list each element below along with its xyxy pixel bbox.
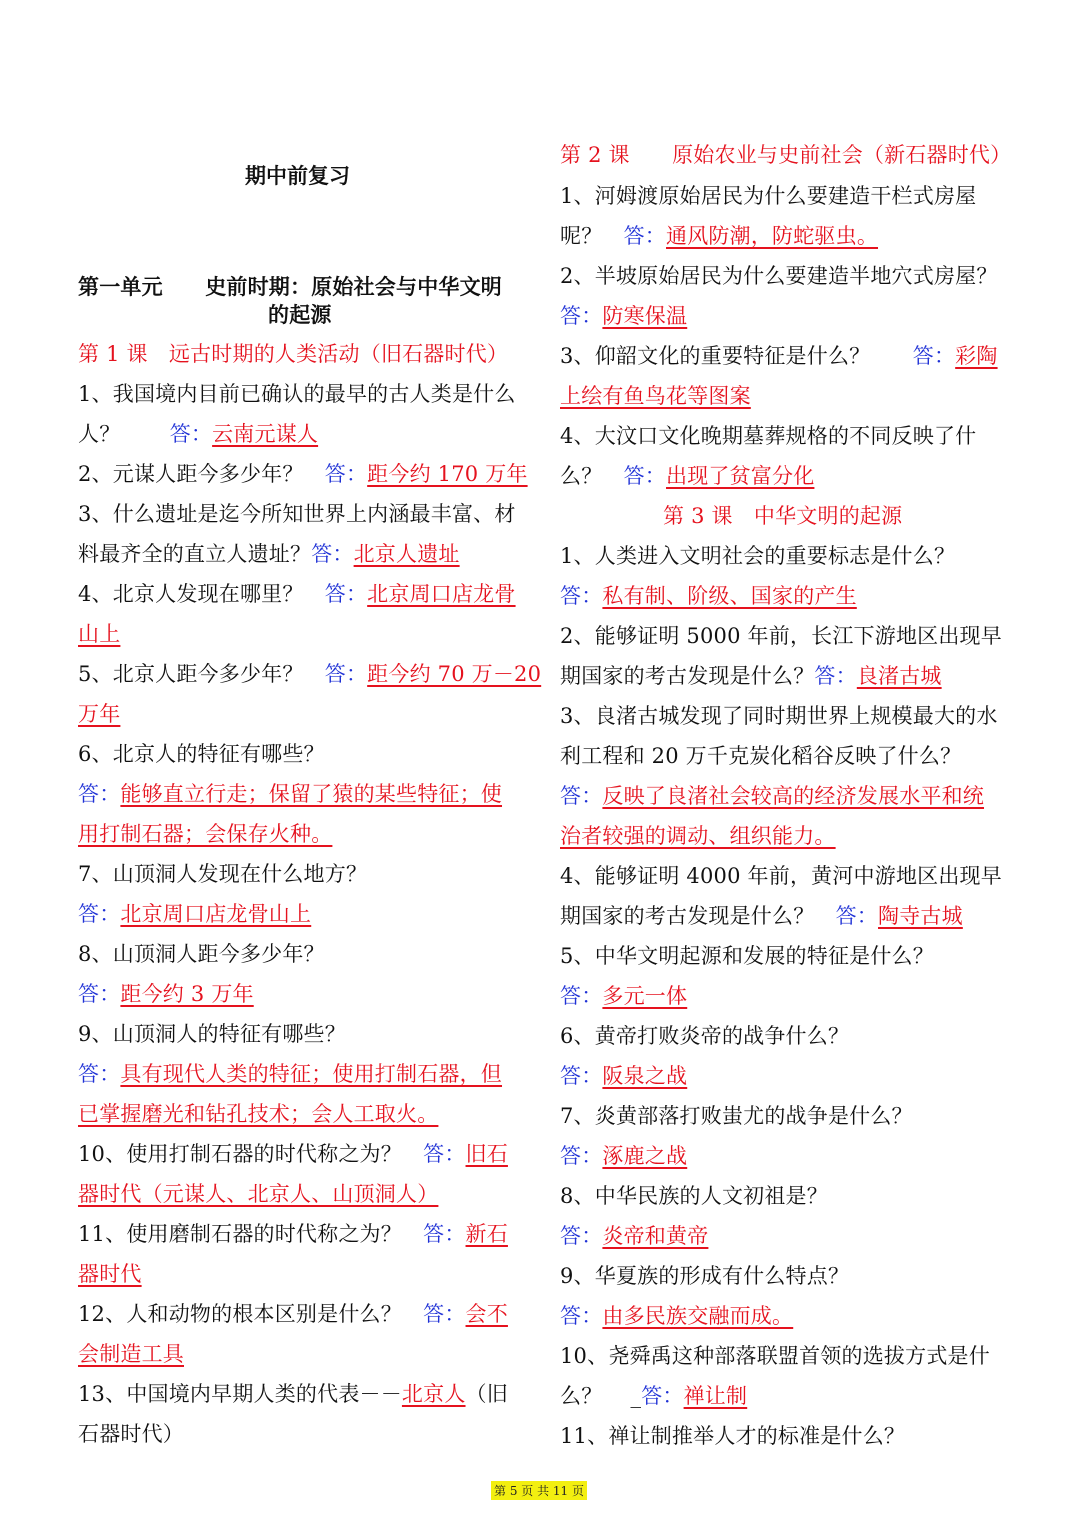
answer-text: 由多民族交融而成。 [602,1304,794,1328]
answer-text: 治者较强的调动、组织能力。 [560,824,836,848]
question-text: 1、河姆渡原始居民为什么要建造干栏式房屋 [560,184,977,208]
text-line [560,1262,849,1290]
question-text: 料最齐全的直立人遗址？ [78,542,312,566]
text-line [78,1100,438,1128]
text-line [560,982,687,1010]
answer-label: 答： [78,902,121,926]
answer-text: 用打制石器；会保存火种。 [78,822,333,846]
text-line [78,273,502,301]
text-line [560,862,1002,890]
answer-label: 答： [423,1222,466,1246]
answer-text: 出现了贫富分化 [666,464,815,488]
text-line [78,340,508,368]
text-line [560,542,955,570]
text-line [78,620,120,648]
question-text: 13、中国境内早期人类的代表－－ [78,1382,402,1406]
answer-text: 距今约 170 万年 [367,462,528,486]
text-line [78,540,460,568]
text-line [560,182,976,210]
question-text: 3、良渚古城发现了同时期世界上规模最大的水 [560,704,998,728]
question-text: 么？ [560,464,624,488]
question-text: 4、北京人发现在哪里？ [78,582,325,606]
text-line [78,1140,508,1168]
question-text: 6、北京人的特征有哪些？ [78,742,325,766]
text-line [560,302,687,330]
text-line [78,900,311,928]
text-line [78,500,516,528]
text-line [560,262,998,290]
question-text: 么？ _ [560,1384,642,1408]
answer-text: 禅让制 [683,1384,748,1408]
question-text: 7、山顶洞人发现在什么地方？ [78,862,368,886]
text-line [560,942,934,970]
question-text: 1、人类进入文明社会的重要标志是什么？ [560,544,956,568]
text-line [78,1220,508,1248]
answer-text: 上绘有鱼鸟花等图案 [560,384,751,408]
text-line [560,1302,793,1330]
text-line [78,420,318,448]
answer-text: 阪泉之战 [602,1064,688,1088]
question-text: 2、能够证明 5000 年前，长江下游地区出现早 [560,624,1002,648]
text-line [560,382,751,410]
answer-label: 答： [78,1062,121,1086]
question-text: 8、中华民族的人文初祖是？ [560,1184,828,1208]
answer-text: 器时代 [78,1262,142,1286]
question-text: 5、中华文明起源和发展的特征是什么？ [560,944,934,968]
answer-label: 答： [311,542,354,566]
answer-label: 答： [641,1384,684,1408]
answer-label: 答： [169,422,213,446]
question-text: 10、使用打制石器的时代称之为？ [78,1142,424,1166]
answer-text: 万年 [78,702,121,726]
question-text: 利工程和 20 万千克炭化稻谷反映了什么？ [560,744,962,768]
answer-label: 答： [324,662,368,686]
answer-label: 答： [324,582,368,606]
answer-label: 答： [78,982,121,1006]
text-line [560,662,942,690]
question-text: 7、炎黄部落打败蚩尤的战争是什么？ [560,1104,913,1128]
question-text: 石器时代） [78,1422,184,1446]
text-line [78,660,541,688]
answer-label: 答： [912,344,956,368]
text-line [78,740,325,768]
answer-text: 私有制、阶级、国家的产生 [602,584,857,608]
answer-label: 答： [560,584,603,608]
answer-label: 答： [560,984,603,1008]
answer-text: 能够直立行走；保留了猿的某些特征；使 [120,782,503,806]
lesson-heading: 第 2 课 原始农业与史前社会（新石器时代） [560,143,1012,167]
question-text: 9、山顶洞人的特征有哪些？ [78,1022,346,1046]
text-line [560,1142,687,1170]
text-line [560,1182,828,1210]
question-text: （旧 [465,1382,508,1406]
answer-text: 北京人遗址 [353,542,460,566]
question-text: 8、山顶洞人距今多少年？ [78,942,325,966]
answer-label: 答： [560,1304,603,1328]
lesson-heading: 第 3 课 中华文明的起源 [663,504,903,528]
page-title: 期中前复习 [245,163,350,188]
question-text: 10、尧舜禹这种部落联盟首领的选拔方式是什 [560,1344,990,1368]
question-text: 期国家的考古发现是什么？ [560,664,815,688]
text-line [560,1422,905,1450]
text-line [560,462,814,490]
text-line [78,1340,184,1368]
text-line [78,1060,502,1088]
answer-text: 距今约 3 万年 [120,982,254,1006]
answer-text: 北京周口店龙骨山上 [120,902,312,926]
text-line [78,1020,346,1048]
text-line [78,980,254,1008]
text-line [78,580,516,608]
question-text: 4、能够证明 4000 年前，黄河中游地区出现早 [560,864,1002,888]
text-line [560,1102,913,1130]
answer-text: 北京人 [401,1382,466,1406]
text-line [78,460,528,488]
text-line [78,1260,142,1288]
answer-label: 答： [814,664,857,688]
answer-text: 具有现代人类的特征；使用打制石器，但 [120,1062,503,1086]
question-text: 人？ [78,422,170,446]
answer-text: 良渚古城 [856,664,942,688]
text-line [560,1222,708,1250]
answer-text: 通风防潮，防蛇驱虫。 [666,224,879,248]
answer-text: 新石 [465,1222,508,1246]
answer-label: 答： [78,782,121,806]
question-text: 3、仰韶文化的重要特征是什么？ [560,344,913,368]
answer-label: 答： [835,904,879,928]
text-line [560,1022,849,1050]
question-text: 12、人和动物的根本区别是什么？ [78,1302,424,1326]
answer-label: 答： [423,1302,466,1326]
text-line [78,1380,508,1408]
answer-text: 防寒保温 [602,304,688,328]
text-line [560,742,961,770]
text-line [78,380,516,408]
answer-label: 答： [560,1064,603,1088]
answer-text: 距今约 70 万－20 [367,662,542,686]
answer-text: 已掌握磨光和钻孔技术；会人工取火。 [78,1102,439,1126]
answer-label: 答： [324,462,368,486]
text-line [560,1342,990,1370]
text-line [560,1382,747,1410]
text-line [560,1062,687,1090]
answer-label: 答： [623,224,667,248]
unit-heading: 第一单元 史前时期：原始社会与中华文明 [78,274,502,299]
text-line [560,422,976,450]
answer-text: 云南元谋人 [212,422,319,446]
question-text: 2、半坡原始居民为什么要建造半地穴式房屋？ [560,264,998,288]
question-text: 2、元谋人距今多少年？ [78,462,325,486]
question-text: 1、我国境内目前已确认的最早的古人类是什么 [78,382,516,406]
answer-text: 器时代（元谋人、北京人、山顶洞人） [78,1182,439,1206]
text-line [560,902,963,930]
page-footer: 第 5 页 共 11 页 [491,1481,587,1500]
lesson-heading: 第 1 课 远古时期的人类活动（旧石器时代） [78,342,509,366]
answer-label: 答： [560,784,603,808]
question-text: 4、大汶口文化晚期墓葬规格的不同反映了什 [560,424,977,448]
answer-label: 答： [623,464,667,488]
answer-text: 旧石 [465,1142,508,1166]
text-line [560,342,998,370]
text-line [78,780,502,808]
text-line [78,1300,508,1328]
text-line [560,222,878,250]
question-text: 期国家的考古发现是什么？ [560,904,836,928]
answer-text: 会不 [465,1302,508,1326]
text-line [78,820,332,848]
answer-text: 北京周口店龙骨 [367,582,516,606]
answer-text: 涿鹿之战 [602,1144,688,1168]
answer-text: 会制造工具 [78,1342,184,1366]
text-line [560,782,984,810]
text-line [268,301,332,329]
answer-label: 答： [560,304,603,328]
answer-text: 炎帝和黄帝 [602,1224,709,1248]
answer-label: 答： [560,1144,603,1168]
text-line [560,582,857,610]
answer-label: 答： [423,1142,466,1166]
text-line [78,1420,184,1448]
answer-text: 多元一体 [602,984,688,1008]
question-text: 6、黄帝打败炎帝的战争什么？ [560,1024,850,1048]
answer-text: 山上 [78,622,121,646]
answer-text: 陶寺古城 [878,904,963,928]
text-line [560,822,836,850]
text-line [560,702,998,730]
text-line [560,622,1002,650]
question-text: 9、华夏族的形成有什么特点？ [560,1264,850,1288]
question-text: 11、禅让制推举人才的标准是什么？ [560,1424,906,1448]
text-line [78,860,367,888]
answer-label: 答： [560,1224,603,1248]
question-text: 5、北京人距今多少年？ [78,662,325,686]
question-text: 呢？ [560,224,624,248]
text-line [560,141,1011,169]
unit-heading: 的起源 [268,302,332,327]
text-line [663,502,902,530]
answer-text: 反映了良渚社会较高的经济发展水平和统 [602,784,985,808]
text-line [78,1180,438,1208]
text-line [78,700,120,728]
question-text: 11、使用磨制石器的时代称之为？ [78,1222,424,1246]
answer-text: 彩陶 [955,344,998,368]
text-line [78,940,325,968]
question-text: 3、什么遗址是迄今所知世界上内涵最丰富、材 [78,502,516,526]
